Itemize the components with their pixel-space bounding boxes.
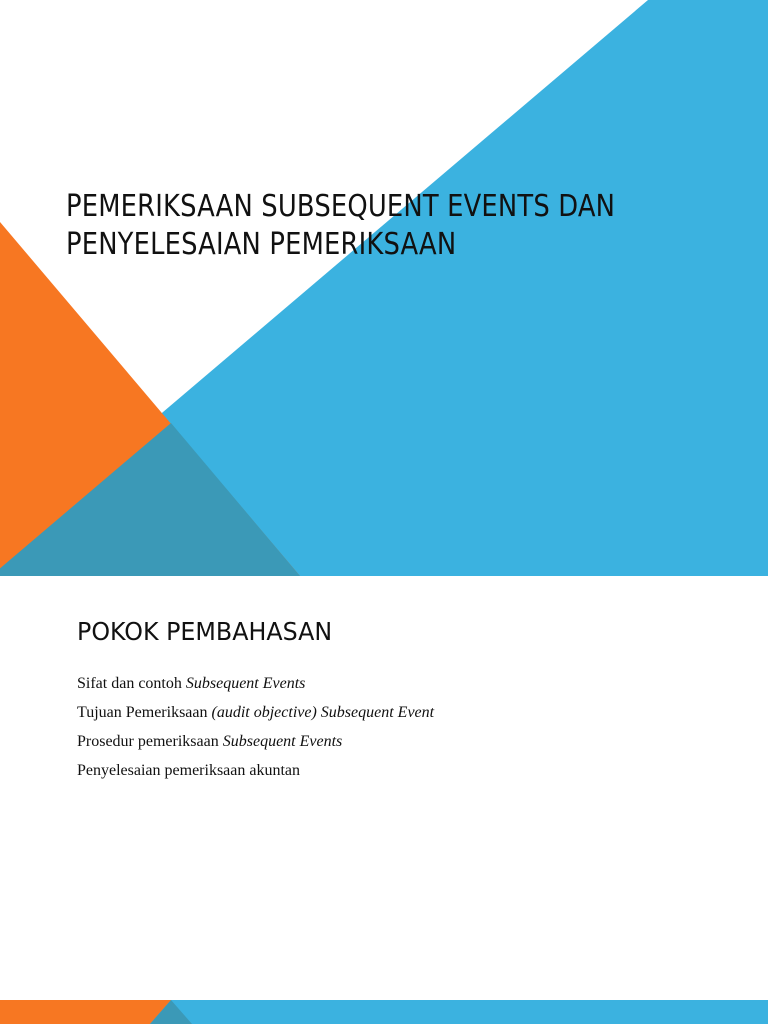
- topic-item: [77, 673, 434, 702]
- topic-item: [77, 702, 434, 731]
- topic-text: Penyelesaian pemeriksaan akuntan: [77, 762, 301, 779]
- slide-title-line-2: PENYELESAIAN PEMERIKSAAN: [66, 227, 457, 262]
- topic-text: Prosedur pemeriksaan: [77, 733, 223, 750]
- content-slide-title: POKOK PEMBAHASAN: [77, 617, 333, 646]
- topic-list: [77, 673, 434, 789]
- next-slide-preview-strip: [0, 1000, 768, 1024]
- topic-item: [77, 760, 434, 789]
- topic-text: Sifat dan contoh: [77, 675, 186, 692]
- topic-text-italic: (audit objective) Subsequent Event: [211, 704, 435, 721]
- slide-title: [66, 188, 651, 264]
- slide-title-line-1: PEMERIKSAAN SUBSEQUENT EVENTS DAN: [66, 189, 616, 224]
- topic-item: [77, 731, 434, 760]
- topic-text-italic: Subsequent Events: [222, 733, 343, 750]
- preview-orange-shape: [0, 1000, 171, 1024]
- topic-text: Tujuan Pemeriksaan: [77, 704, 212, 721]
- content-slide: [0, 576, 768, 1024]
- topic-text-italic: Subsequent Events: [185, 675, 306, 692]
